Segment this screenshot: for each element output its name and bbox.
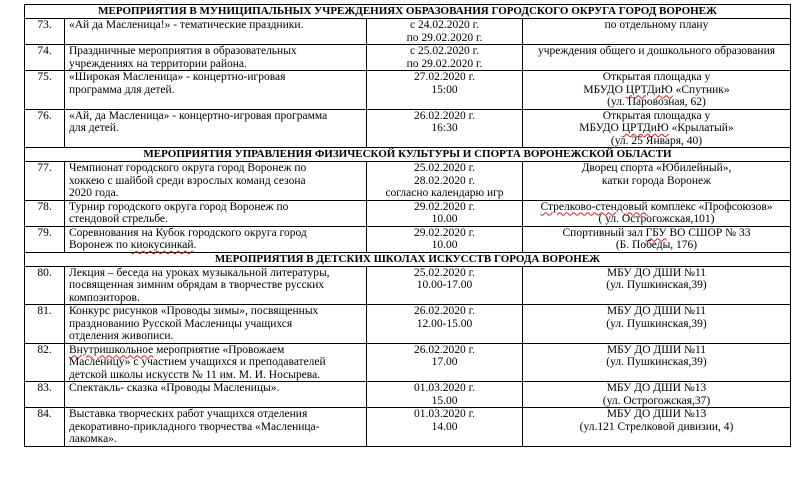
event-name-line: стендовой стрельбе. [69,213,168,225]
event-date-line: 10.00 [431,213,458,225]
event-place-line: МБУ ДО ДШИ №13 [606,382,707,394]
event-place [523,226,791,252]
event-name-line: лакомка». [69,433,117,445]
spellcheck-underline: Внутришкольное [69,343,154,356]
event-name [65,343,367,382]
table-row [25,109,791,148]
row-number: 80. [25,266,65,305]
event-date-line: 15.00 [431,394,458,407]
event-date [367,45,523,71]
event-place-line: МБУ ДО ДШИ №11 [606,343,707,356]
event-name-line: отделения живописи. [69,330,174,342]
event-place [523,19,791,45]
table-row [25,45,791,71]
table-row [25,71,791,110]
event-name-line: празднованию Русской Масленицы учащихся [69,317,293,330]
event-place [523,71,791,110]
event-name [65,305,367,344]
spellcheck-underline: Стрелково-стендовый [540,200,648,213]
event-name-line: 2020 года. [69,187,119,199]
event-place-line: (ул. Пушкинская,39) [606,317,707,330]
event-place-line: Открытая площадка у [602,71,711,83]
event-date-line: 17.00 [431,356,458,368]
event-name-line: декоративно-прикладного творчества «Масленица- [69,420,320,433]
event-name-line: Воронеж по киокусинкай. [69,239,197,251]
event-date-line: 12.00-15.00 [416,317,473,330]
spellcheck-underline: ЦРТДиЮ [625,83,673,96]
event-date [367,162,523,201]
events-table [24,4,791,447]
event-name-line: программа для детей. [69,83,175,96]
document-page [24,4,790,447]
event-name-line: Масленицу» с участием учащихся и преподавателей [69,356,326,368]
event-date [367,305,523,344]
event-place-line: Дворец спорта «Юбилейный», [581,162,732,174]
event-name [65,382,367,408]
event-date-line: 28.02.2020 г. [414,174,475,187]
table-row [25,200,791,226]
event-place-line: катки города Воронеж [601,174,712,187]
event-place-line: (Б. Победы, 176) [615,239,698,251]
event-place [523,109,791,148]
event-date-line: по 29.02.2020 г. [406,57,483,70]
event-name-line: посвященная зимним обрядам в творчестве русских [69,279,325,291]
event-name-line: Праздничные мероприятия в образовательных [69,45,297,57]
event-date [367,266,523,305]
event-name [65,226,367,252]
event-place-line: Стрелково-стендовый комплекс «Профсоюзов» [540,200,773,213]
event-place-line: МБУДО ЦРТДиЮ «Крылатый» [579,122,734,134]
event-place-line: (ул. Пушкинская,39) [606,279,707,291]
event-name [65,71,367,110]
event-date-line: 10.00 [431,239,458,251]
row-number: 74. [25,45,65,71]
event-date [367,19,523,45]
row-number: 76. [25,109,65,148]
event-name [65,266,367,305]
event-date-line: 29.02.2020 г. [414,200,475,213]
event-place-line: ( ул. Острогожская,101) [598,213,715,225]
event-date [367,71,523,110]
event-date-line: 26.02.2020 г. [414,305,475,317]
spellcheck-underline: ЦРТДиЮ [621,122,669,134]
event-place-line: МБУ ДО ДШИ №11 [606,305,707,317]
section-header-row [25,252,791,266]
event-date-line: 15:00 [431,83,458,96]
event-name-line: «Широкая Масленица» - концертно-игровая [69,71,286,83]
event-name-line: Лекция – беседа на уроках музыкальной литературы, [69,266,330,279]
event-name [65,109,367,148]
event-name-line: детской школы искусств № 11 им. М. И. Носырева. [69,368,321,381]
table-row [25,266,791,305]
table-row [25,408,791,447]
event-name-line: для детей. [69,122,119,134]
event-place-line: по отдельному плану [604,19,709,31]
row-number: 75. [25,71,65,110]
event-name [65,45,367,71]
event-date-line: 26.02.2020 г. [414,109,475,122]
event-place [523,382,791,408]
row-number: 82. [25,343,65,382]
event-date-line: согласно календарю игр [385,187,504,199]
event-name-line: «Ай, да Масленица» - концертно-игровая программа [69,109,328,122]
event-place-line: Спортивный зал ГБУ ВО СШОР № 33 [562,226,751,239]
event-place [523,408,791,447]
event-name [65,19,367,45]
table-row [25,382,791,408]
event-name-line: хоккею с шайбой среди взрослых команд сезона [69,174,306,187]
event-date [367,200,523,226]
event-date-line: с 25.02.2020 г. [410,45,479,57]
section-title: МЕРОПРИЯТИЯ В ДЕТСКИХ ШКОЛАХ ИСКУССТВ ГОРОДА ВОРОНЕЖ [25,252,791,266]
event-date-line: 25.02.2020 г. [414,162,475,174]
event-name [65,200,367,226]
table-row [25,343,791,382]
event-date [367,109,523,148]
event-place-line: (ул. Пушкинская,39) [606,356,707,368]
event-name-line: «Ай да Масленица!» - тематические праздники. [69,19,304,31]
event-name-line: Чемпионат городского округа город Воронеж по [69,162,307,174]
event-place-line: Открытая площадка у [602,109,711,122]
spellcheck-underline: ГБУ [645,226,667,239]
event-place-line: МБУДО ЦРТДиЮ «Спутник» [583,83,730,96]
event-name [65,408,367,447]
section-title: МЕРОПРИЯТИЯ УПРАВЛЕНИЯ ФИЗИЧЕСКОЙ КУЛЬТУРЫ И СПОРТА ВОРОНЕЖСКОЙ ОБЛАСТИ [25,148,791,162]
section-header-row [25,148,791,162]
event-name-line: Конкурс рисунков «Проводы зимы», посвященных [69,305,319,317]
event-name-line: композиторов. [69,291,140,304]
event-date [367,408,523,447]
table-row [25,19,791,45]
event-place-line: учреждения общего и дошкольного образования [537,45,776,57]
event-date-line: 14.00 [431,420,458,433]
event-place-line: (ул. Острогожская,37) [602,394,711,407]
row-number: 84. [25,408,65,447]
event-date-line: 27.02.2020 г. [414,71,475,83]
section-title: МЕРОПРИЯТИЯ В МУНИЦИПАЛЬНЫХ УЧРЕЖДЕНИЯХ ОБРАЗОВАНИЯ ГОРОДСКОГО ОКРУГА ГОРОД ВОРОНЕЖ [25,5,791,19]
spellcheck-underline: киокусинкай [130,239,194,251]
row-number: 77. [25,162,65,201]
event-date-line: 01.03.2020 г. [414,382,475,394]
event-name [65,162,367,201]
event-place-line: МБУ ДО ДШИ №11 [606,266,707,279]
event-date [367,382,523,408]
event-place-line: МБУ ДО ДШИ №13 [606,408,707,420]
table-row [25,305,791,344]
event-place [523,266,791,305]
event-date-line: 26.02.2020 г. [414,343,475,356]
row-number: 81. [25,305,65,344]
event-date-line: 10.00-17.00 [416,279,473,291]
table-row [25,162,791,201]
event-date [367,343,523,382]
event-place-line: (ул. Паровозная, 62) [607,96,706,108]
row-number: 73. [25,19,65,45]
event-place [523,305,791,344]
event-name-line: Внутришкольное мероприятие «Провожаем [69,343,285,356]
event-date-line: по 29.02.2020 г. [406,31,483,44]
event-place-line: (ул. 25 Января, 40) [610,134,703,147]
row-number: 78. [25,200,65,226]
event-name-line: Выставка творческих работ учащихся отделения [69,408,308,420]
event-place [523,343,791,382]
event-date-line: 25.02.2020 г. [414,266,475,279]
event-place [523,45,791,71]
event-name-line: учреждениях на территории района. [69,57,247,70]
event-date-line: 16:30 [431,122,458,134]
event-place [523,162,791,201]
event-name-line: Турнир городского округа город Воронеж по [69,200,289,213]
event-date-line: с 24.02.2020 г. [410,19,479,31]
row-number: 83. [25,382,65,408]
section-header-row [25,5,791,19]
event-place [523,200,791,226]
event-name-line: Соревнования на Кубок городского округа город [69,226,307,239]
row-number: 79. [25,226,65,252]
event-date-line: 01.03.2020 г. [414,408,475,420]
event-place-line: (ул.121 Стрелковой дивизии, 4) [579,420,734,433]
event-name-line: Спектакль- сказка «Проводы Масленицы». [69,382,280,394]
event-date [367,226,523,252]
event-date-line: 29.02.2020 г. [414,226,475,239]
table-row [25,226,791,252]
events-table-body [25,5,791,447]
